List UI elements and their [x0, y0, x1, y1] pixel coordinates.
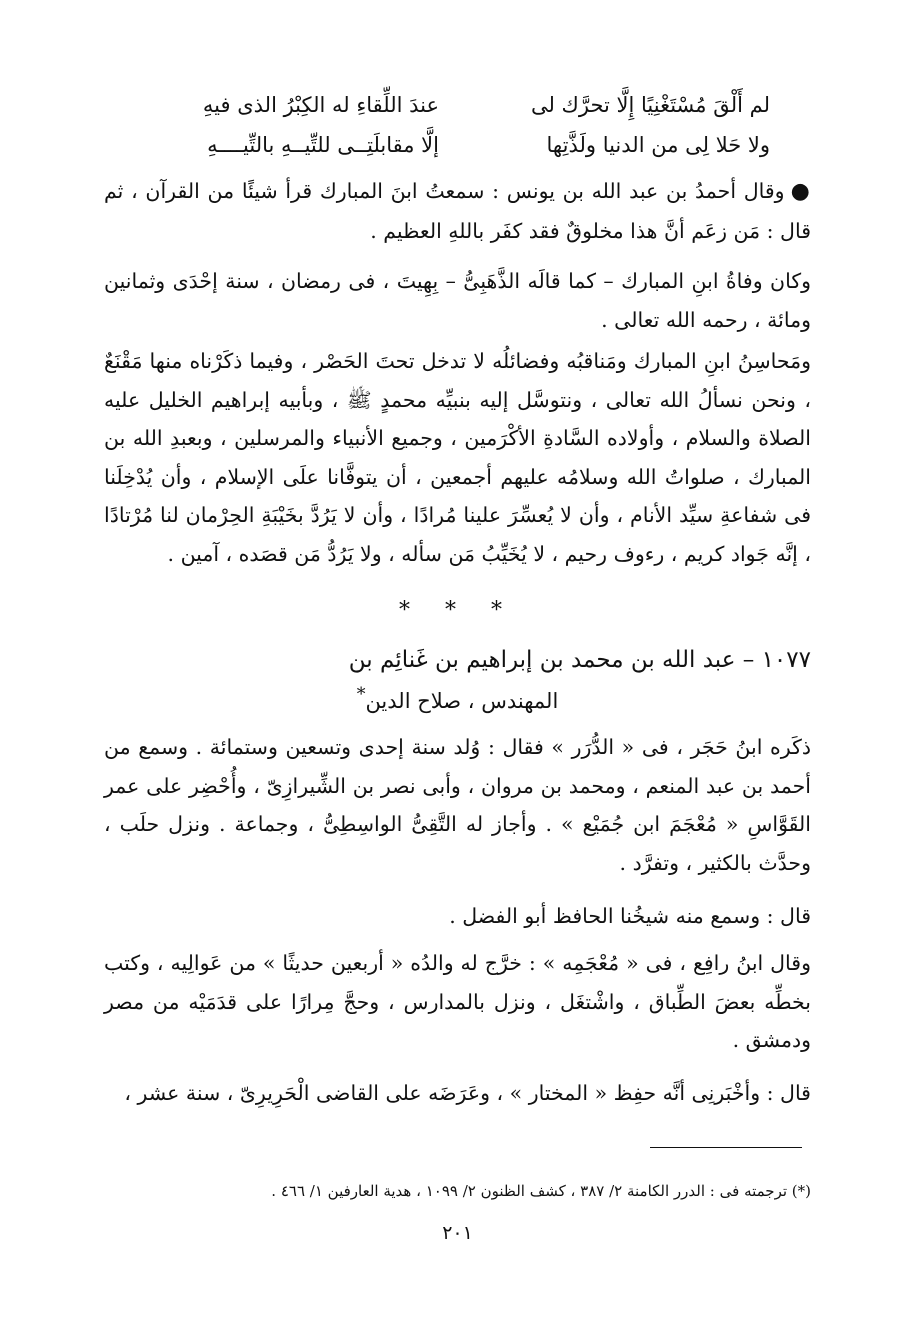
- poem-line-1-hemistich-right: لم أَلْقَ مُسْتَغْنِيًا إِلَّا تحرَّك لى: [530, 93, 770, 117]
- page-number: ٢٠١: [442, 1222, 473, 1244]
- paragraph-quran-statement: [104, 172, 811, 250]
- entry-paragraph-listener: [104, 897, 811, 936]
- paragraph-death-of-ibn-al-mubarak: [104, 262, 811, 339]
- entry-paragraph-ibn-rafi: [104, 944, 811, 1060]
- poem-line-2-hemistich-left: إلَّا مقابلَتِــى للتِّيــهِ بالتِّيــــهِ: [207, 133, 439, 157]
- entry-paragraph-memorization: [104, 1074, 811, 1113]
- footnote-divider: [650, 1147, 802, 1148]
- entry-subheading: [0, 678, 915, 718]
- footnote: (*) ترجمته فى : الدرر الكامنة ٢/ ٣٨٧ ، كشف الظنون ٢/ ١٠٩٩ ، هدية العارفين ١/ ٤٦٦ .: [271, 1182, 811, 1200]
- poem-line-1-hemistich-left: عندَ اللِّقاءِ له الكِبْرُ الذى فيهِ: [202, 93, 439, 117]
- paragraph-text: وكان وفاةُ ابنِ المبارك – كما قالَه الذَّهَبِىُّ – بِهِيتَ ، فى رمضان ، سنة إحْدَى وثمانين ومائة ، رحمه الله تعالى .: [104, 269, 811, 332]
- section-separator: * * *: [399, 598, 516, 623]
- paragraph-text: ذكَره ابنُ حَجَر ، فى « الدُّرَر » فقال : وُلد سنة إحدى وتسعين وستمائة . وسمع من أحمد بن عبد المنعم ، ومحمد بن مروان ، وأبى نصر بن الشِّيرازِىّ ، وأُحْضِر على عمر القَوَّاسِ « مُعْجَمَ ابن جُمَيْع » . وأجاز له التَّقِىُّ الواسِطِىُّ ، وجماعة . ونزل حلَب ، وحدَّث بالكثير ، وتفرَّد .: [104, 735, 811, 875]
- poem-line-2-hemistich-right: ولا حَلا لِى من الدنيا ولَذَّتِها: [546, 133, 770, 157]
- entry-paragraph-biography: [104, 728, 811, 882]
- paragraph-text: قال : وأخْبَرنِى أنَّه حفِظ « المختار » ، وعَرَضَه على القاضى الْحَرِيرِىّ ، سنة عشر ،: [124, 1081, 811, 1105]
- entry-subheading-text: المهندس ، صلاح الدين: [365, 689, 559, 713]
- paragraph-virtues-and-prayer: [104, 342, 811, 573]
- entry-heading: ١٠٧٧ – عبد الله بن محمد بن إبراهيم بن غَنائِم بن: [348, 647, 811, 673]
- bullet-icon: ●: [790, 179, 811, 204]
- paragraph-text: وقال أحمدُ بن عبد الله بن يونس : سمعتُ ابنَ المبارك قرأ شيئًا من القرآن ، ثم قال : مَن زعَم أنَّ هذا مخلوقٌ فقد كفَر باللهِ العظيم .: [104, 179, 811, 243]
- footnote-marker: *: [356, 685, 366, 705]
- paragraph-text: وقال ابنُ رافِع ، فى « مُعْجَمِه » : خرَّج له والدُه « أربعين حديثًا » من عَوالِيه ، وكتب بخطِّه بعضَ الطِّباق ، واشْتغَل ، ونزل بالمدارس ، وحجَّ مِرارًا على قدَمَيْه من مصر ودمشق .: [104, 951, 811, 1052]
- paragraph-text: ومَحاسِنُ ابنِ المبارك ومَناقبُه وفضائلُه لا تدخل تحتَ الحَصْر ، وفيما ذكَرْناه منها مَقْنَعٌ ، ونحن نسألُ الله تعالى ، ونتوسَّل إليه بنبيِّه محمدٍ ﷺ ، وبأبيه إبراهيم الخليل عليه الصلاة والسلام ، وأولاده السَّادةِ الأكْرَمين ، وجميع الأنبياء والمرسلين ، وبعبدِ الله بن المبارك ، صلواتُ الله وسلامُه عليهم أجمعين ، أن يتوفَّانا علَى الإسلام ، وأن يُدْخِلَنا فى شفاعةِ سيِّد الأنام ، وأن لا يُعسِّرَ علينا مُرادًا ، وأن لا يَرُدَّ بخَيْبَةِ الحِرْمان لنا مُرْتادًا ، إنَّه جَواد كريم ، رءوف رحيم ، لا يُخَيِّبُ مَن سأله ، ولا يَرُدُّ مَن قصَده ، آمين .: [104, 349, 811, 566]
- paragraph-text: قال : وسمع منه شيخُنا الحافظ أبو الفضل .: [449, 904, 811, 928]
